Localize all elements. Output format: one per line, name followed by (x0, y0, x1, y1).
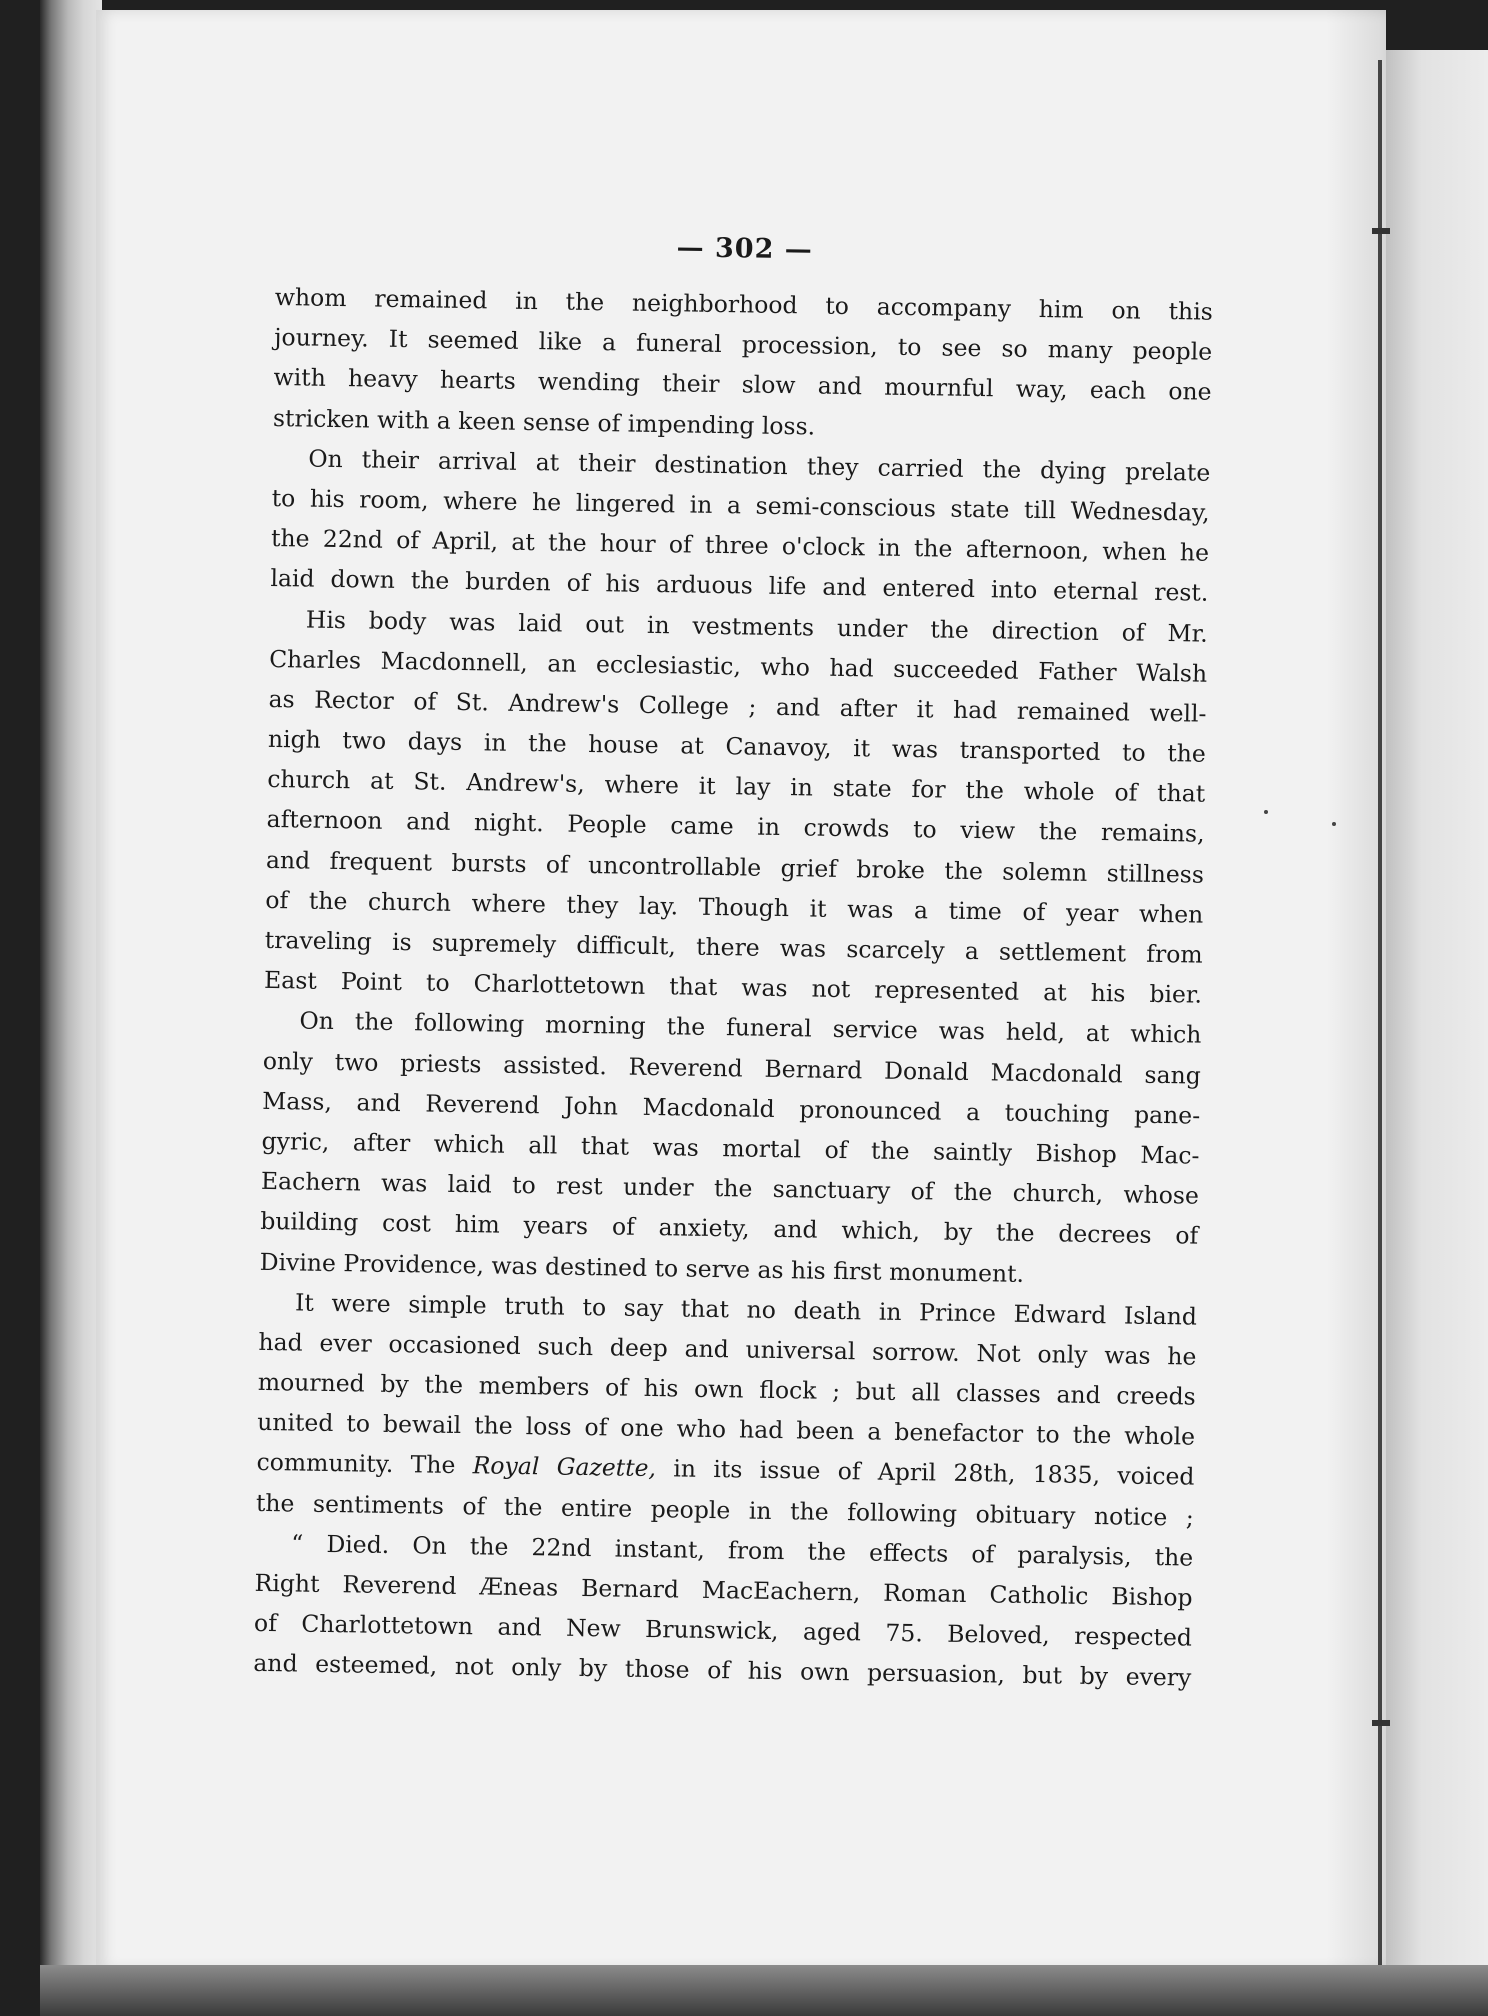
text-line: On the following morning the funeral service was held, at which (299, 1006, 1202, 1050)
paper-speck (1332, 822, 1336, 826)
page-text (253, 226, 1214, 1698)
text-line: and frequent bursts of uncontrollable grief broke the solemn stillness (265, 845, 1205, 889)
text-line: as Rector of St. Andrew's College ; and after it had remained well- (268, 684, 1207, 728)
text-line: afternoon and night. People came in crowds to view the remains, (266, 805, 1205, 849)
text-line: On their arrival at their destination they carried the dying prelate (308, 444, 1211, 487)
text-line: only two priests assisted. Reverend Bernard Donald Macdonald sang (262, 1046, 1201, 1090)
text-line: nigh two days in the house at Canavoy, it was transported to the (267, 725, 1207, 768)
text-line: journey. It seemed like a funeral procession, to see so many people (274, 323, 1213, 366)
text-line: laid down the burden of his arduous life and entered into eternal rest. (270, 564, 1209, 608)
text-line: Right Reverend Æneas Bernard MacEachern, Roman Catholic Bishop (254, 1568, 1193, 1612)
page-gutter-shadow (1326, 10, 1386, 1970)
book-page-edges (40, 0, 102, 2016)
facing-page-edge (1378, 50, 1488, 1990)
text-line: to his room, where he lingered in a semi-conscious state till Wednesday, (271, 483, 1210, 527)
publication-title: Royal Gazette, (472, 1451, 657, 1483)
text-line: the sentiments of the entire people in the following obituary notice ; (255, 1488, 1195, 1532)
text-line: the 22nd of April, at the hour of three o'clock in the afternoon, when he (270, 524, 1210, 567)
text-line: church at St. Andrew's, where it lay in state for the whole of that (267, 765, 1206, 808)
text-line: united to bewail the loss of one who had been a benefactor to the whole (256, 1408, 1196, 1451)
text-line: mourned by the members of his own flock ; but all classes and creeds (257, 1367, 1196, 1411)
text-line: Mass, and Reverend John Macdonald pronounced a touching pane- (262, 1086, 1201, 1130)
text-line: and esteemed, not only by those of his own persuasion, but by every (253, 1649, 1192, 1692)
spine-mark (1372, 1720, 1390, 1726)
text-line: building cost him years of anxiety, and which, by the decrees of (260, 1207, 1199, 1250)
page-number: — 302 — (676, 232, 814, 266)
text-fragment: in its issue of April 28th, 1835, voiced (655, 1454, 1195, 1492)
page-bottom-shadow (40, 1965, 1488, 2016)
text-line: with heavy hearts wending their slow and mournful way, each one (273, 363, 1212, 407)
text-line: East Point to Charlottetown that was not represented at his bier. (263, 966, 1203, 1009)
text-line: It were simple truth to say that no death in Prince Edward Island (294, 1288, 1198, 1331)
text-line: gyric, after which all that was mortal of the saintly Bishop Mac- (261, 1126, 1200, 1170)
text-line: Eachern was laid to rest under the sanctuary of the church, whose (260, 1167, 1200, 1210)
text-line: had ever occasioned such deep and universal sorrow. Not only was he (258, 1327, 1197, 1371)
text-line: Divine Providence, was destined to serve as his first monument. (259, 1247, 1025, 1288)
text-line: His body was laid out in vestments under the direction of Mr. (305, 605, 1208, 648)
text-line: traveling is supremely difficult, there was scarcely a settlement from (264, 925, 1203, 969)
text-line: stricken with a keen sense of impending loss. (272, 403, 816, 441)
spine-mark (1372, 228, 1390, 234)
text-line: whom remained in the neighborhood to accompany him on this (274, 282, 1213, 326)
text-line: “ Died. On the 22nd instant, from the effects of paralysis, the (291, 1529, 1194, 1572)
text-line: of Charlottetown and New Brunswick, aged 75. Beloved, respected (253, 1609, 1193, 1652)
text-fragment: community. The (256, 1448, 473, 1480)
book-spine-line (1378, 60, 1382, 1980)
text-line: of the church where they lay. Though it was a time of year when (265, 885, 1204, 929)
paper-speck (1264, 810, 1268, 814)
text-line: Charles Macdonnell, an ecclesiastic, who had succeeded Father Walsh (268, 644, 1208, 688)
